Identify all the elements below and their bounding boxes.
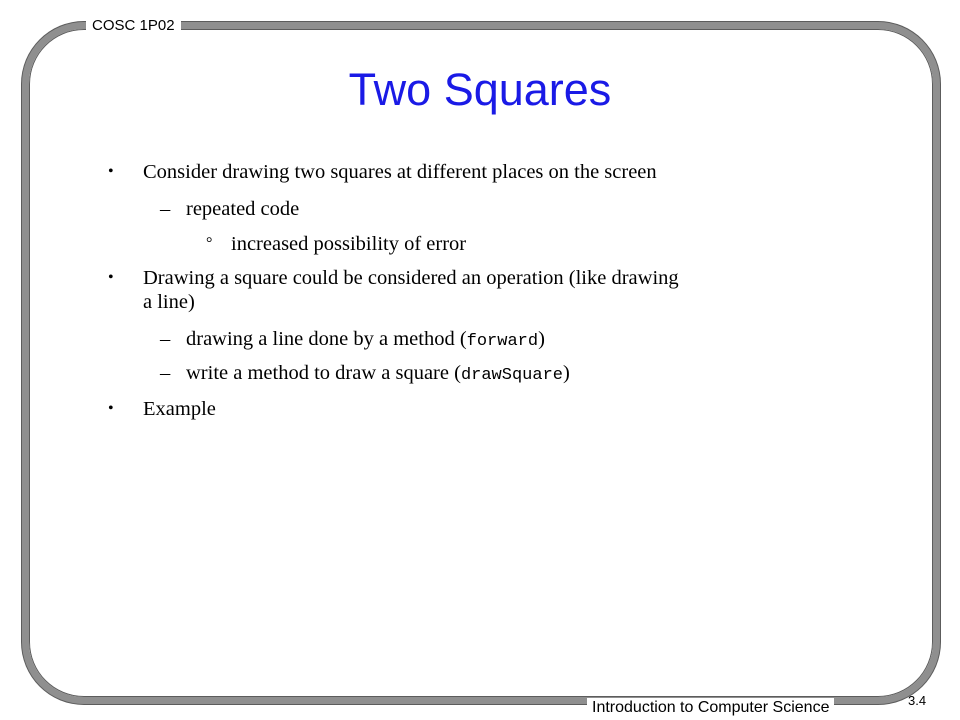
- sub-item-drawsquare-prefix: write a method to draw a square (: [186, 362, 461, 384]
- dash-icon: –: [160, 362, 171, 384]
- bullet-2-line-1: Drawing a square could be considered an operation (like drawing: [143, 267, 679, 289]
- page-number: 3.4: [908, 693, 927, 708]
- sub-item-forward-suffix: ): [538, 328, 545, 350]
- footer-course-title: Introduction to Computer Science: [587, 698, 834, 718]
- sub-item-drawsquare: [186, 361, 570, 388]
- bullet-icon: •: [108, 163, 114, 180]
- bullet-icon: •: [108, 269, 114, 286]
- bullet-2-line-2: a line): [143, 291, 195, 313]
- sub-sub-item-error: increased possibility of error: [231, 233, 467, 255]
- circle-icon: °: [206, 235, 213, 252]
- bullet-3-text: Example: [143, 398, 216, 420]
- sub-item-drawsquare-suffix: ): [562, 362, 570, 384]
- dash-icon: –: [160, 198, 171, 220]
- sub-item-repeated-code: repeated code: [186, 198, 300, 220]
- sub-item-forward-prefix: drawing a line done by a method (: [186, 328, 467, 350]
- course-code: COSC 1P02: [86, 16, 181, 36]
- bullet-1-text: Consider drawing two squares at different places on the screen: [143, 161, 657, 183]
- dash-icon: –: [160, 328, 171, 350]
- sub-item-forward: [186, 327, 545, 354]
- bullet-icon: •: [108, 400, 114, 417]
- code-forward: forward: [466, 332, 539, 351]
- code-drawsquare: drawSquare: [460, 366, 563, 385]
- slide-title: Two Squares: [348, 64, 612, 115]
